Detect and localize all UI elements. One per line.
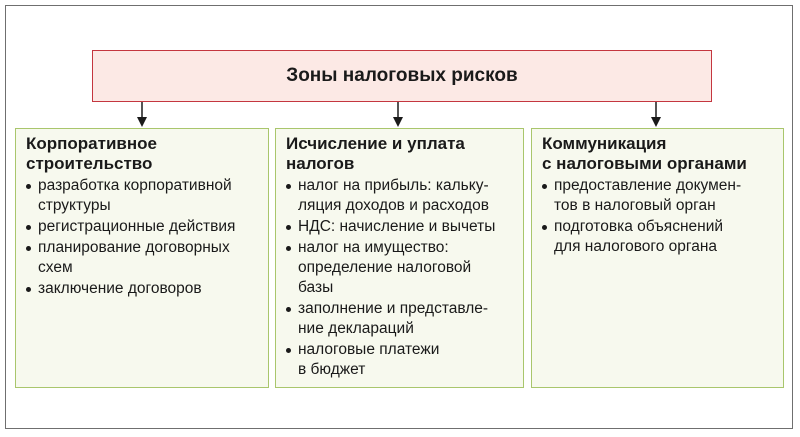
column-item-list <box>542 176 777 257</box>
list-item: НДС: начисление и вычеты <box>286 217 517 237</box>
list-item: налог на прибыль: кальку- ляция доходов и расходов <box>286 176 517 216</box>
list-item: налоговые платежи в бюджет <box>286 340 517 380</box>
column-corporate-structure <box>15 128 269 388</box>
list-item: планирование договорных схем <box>26 238 262 278</box>
list-item: заполнение и представле- ние деклараций <box>286 299 517 339</box>
column-item-list <box>286 176 517 380</box>
column-item-list <box>26 176 262 299</box>
diagram-title: Зоны налоговых рисков <box>286 65 518 86</box>
diagram-title-box <box>92 50 712 102</box>
column-tax-calculation <box>275 128 524 388</box>
column-title: Исчисление и уплата налогов <box>286 134 465 173</box>
column-tax-authority-communication <box>531 128 784 388</box>
column-title: Коммуникация с налоговыми органами <box>542 134 747 173</box>
list-item: регистрационные действия <box>26 217 262 237</box>
list-item: предоставление докумен- тов в налоговый орган <box>542 176 777 216</box>
list-item: подготовка объяснений для налогового органа <box>542 217 777 257</box>
list-item: заключение договоров <box>26 279 262 299</box>
list-item: налог на имущество: определение налоговой базы <box>286 238 517 298</box>
list-item: разработка корпоративной структуры <box>26 176 262 216</box>
column-title: Корпоративное строительство <box>26 134 157 173</box>
